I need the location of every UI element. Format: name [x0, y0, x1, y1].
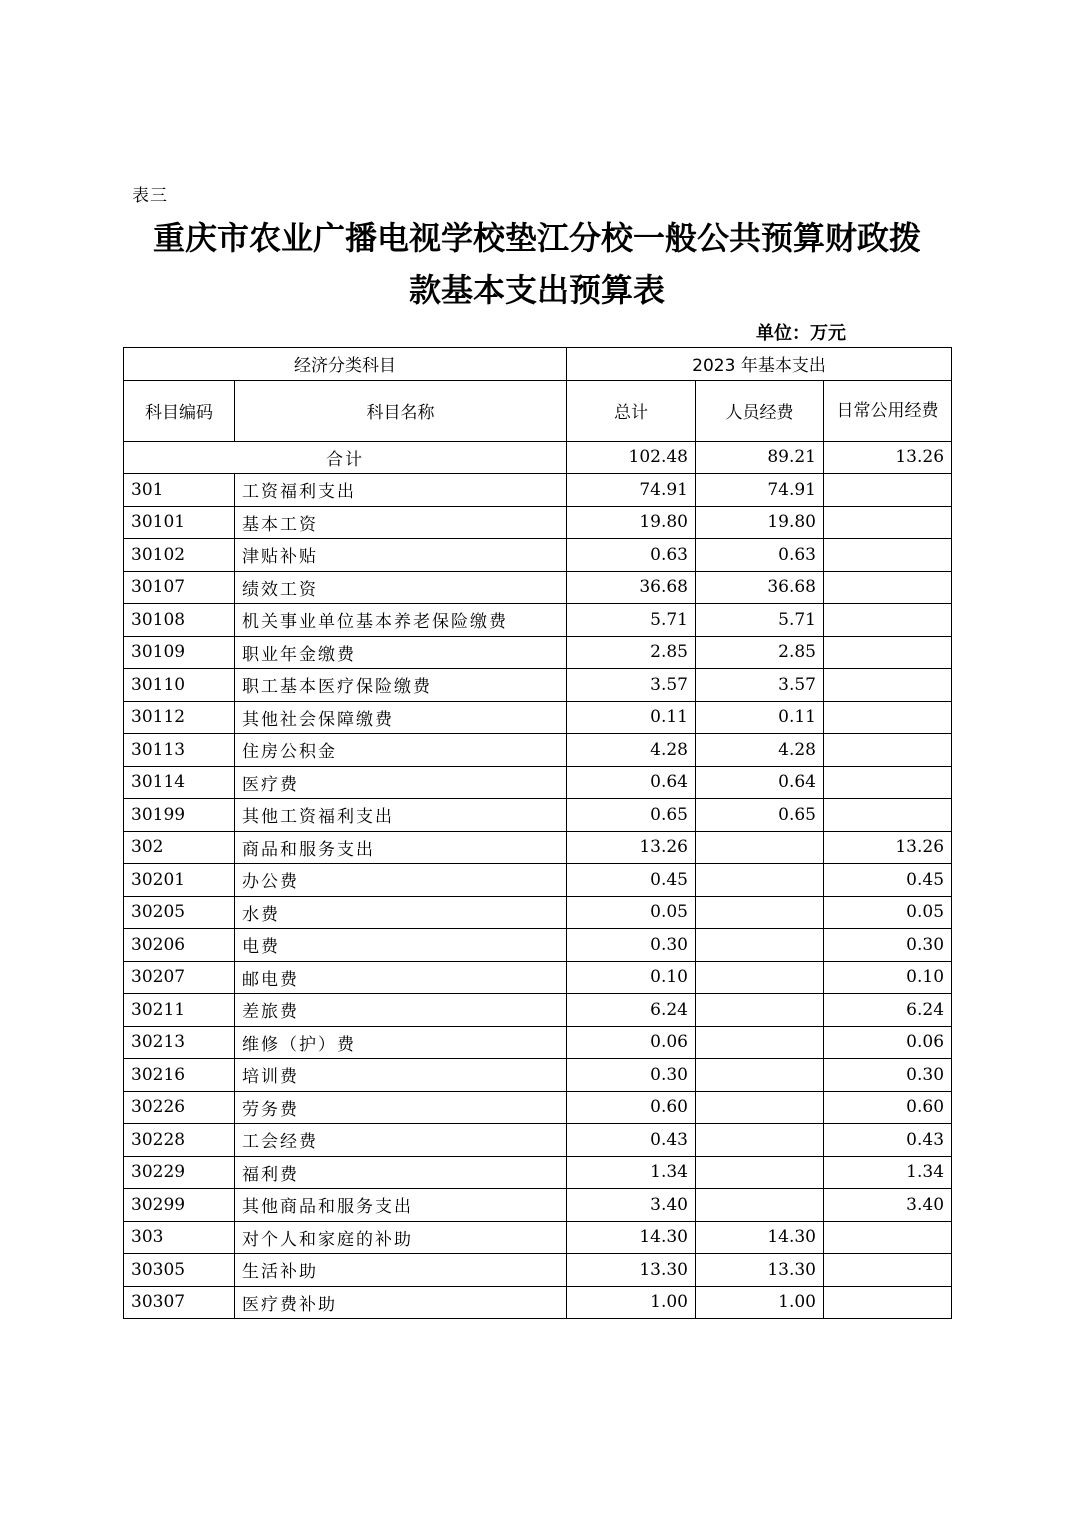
row-name: 工资福利支出	[235, 474, 567, 507]
row-code: 30229	[124, 1156, 235, 1189]
row-public	[824, 1221, 952, 1254]
row-name: 劳务费	[235, 1091, 567, 1124]
row-name: 商品和服务支出	[235, 831, 567, 864]
row-code: 30307	[124, 1286, 235, 1319]
row-code: 30206	[124, 929, 235, 962]
row-name: 基本工资	[235, 506, 567, 539]
row-personnel: 13.30	[696, 1254, 824, 1287]
row-name: 职工基本医疗保险缴费	[235, 669, 567, 702]
header-total: 总计	[567, 380, 696, 441]
row-name: 办公费	[235, 864, 567, 897]
row-total: 5.71	[567, 604, 696, 637]
row-total: 3.57	[567, 669, 696, 702]
row-public: 6.24	[824, 994, 952, 1027]
row-name: 邮电费	[235, 961, 567, 994]
row-public: 0.05	[824, 896, 952, 929]
row-name: 其他工资福利支出	[235, 799, 567, 832]
row-personnel: 1.00	[696, 1286, 824, 1319]
budget-table-body	[124, 348, 952, 1319]
row-personnel	[696, 1124, 824, 1157]
row-total: 1.34	[567, 1156, 696, 1189]
table-row	[124, 766, 952, 799]
row-personnel	[696, 1059, 824, 1092]
row-public	[824, 1286, 952, 1319]
row-total: 0.43	[567, 1124, 696, 1157]
row-name: 对个人和家庭的补助	[235, 1221, 567, 1254]
row-total: 0.10	[567, 961, 696, 994]
row-public	[824, 669, 952, 702]
row-personnel: 0.11	[696, 701, 824, 734]
row-personnel: 74.91	[696, 474, 824, 507]
table-row	[124, 1059, 952, 1092]
row-code: 30199	[124, 799, 235, 832]
table-row	[124, 1091, 952, 1124]
row-code: 30228	[124, 1124, 235, 1157]
row-name: 职业年金缴费	[235, 636, 567, 669]
table-row	[124, 1189, 952, 1222]
row-code: 30112	[124, 701, 235, 734]
title-line-2: 款基本支出预算表	[408, 271, 665, 309]
row-personnel	[696, 831, 824, 864]
row-total: 14.30	[567, 1221, 696, 1254]
row-personnel	[696, 864, 824, 897]
row-total: 0.60	[567, 1091, 696, 1124]
total-row	[124, 441, 952, 474]
row-public	[824, 799, 952, 832]
row-name: 电费	[235, 929, 567, 962]
row-public: 1.34	[824, 1156, 952, 1189]
row-code: 30205	[124, 896, 235, 929]
row-total: 0.45	[567, 864, 696, 897]
table-row	[124, 799, 952, 832]
table-row	[124, 929, 952, 962]
header-row-2	[124, 380, 952, 441]
row-personnel: 0.64	[696, 766, 824, 799]
table-row	[124, 474, 952, 507]
row-personnel	[696, 1091, 824, 1124]
total-row-personnel: 89.21	[696, 441, 824, 474]
table-row	[124, 604, 952, 637]
row-name: 工会经费	[235, 1124, 567, 1157]
row-code: 30107	[124, 571, 235, 604]
row-total: 4.28	[567, 734, 696, 767]
row-personnel: 14.30	[696, 1221, 824, 1254]
table-row	[124, 1124, 952, 1157]
table-row	[124, 539, 952, 572]
row-name: 其他商品和服务支出	[235, 1189, 567, 1222]
row-public	[824, 636, 952, 669]
row-personnel: 4.28	[696, 734, 824, 767]
table-row	[124, 1156, 952, 1189]
header-personnel: 人员经费	[696, 380, 824, 441]
row-public: 13.26	[824, 831, 952, 864]
row-personnel: 19.80	[696, 506, 824, 539]
table-row	[124, 669, 952, 702]
table-row	[124, 994, 952, 1027]
row-name: 差旅费	[235, 994, 567, 1027]
row-code: 30109	[124, 636, 235, 669]
total-row-total: 102.48	[567, 441, 696, 474]
table-row	[124, 1286, 952, 1319]
row-personnel	[696, 994, 824, 1027]
row-name: 其他社会保障缴费	[235, 701, 567, 734]
row-total: 0.65	[567, 799, 696, 832]
table-row	[124, 896, 952, 929]
row-code: 30226	[124, 1091, 235, 1124]
row-public: 0.43	[824, 1124, 952, 1157]
row-total: 0.30	[567, 1059, 696, 1092]
unit-label: 单位：万元	[756, 323, 846, 344]
title-line-1: 重庆市农业广播电视学校垫江分校一般公共预算财政拨	[152, 219, 921, 257]
header-public: 日常公用经费	[824, 380, 952, 441]
row-name: 医疗费补助	[235, 1286, 567, 1319]
row-public: 0.45	[824, 864, 952, 897]
header-row-1	[124, 348, 952, 381]
row-code: 30102	[124, 539, 235, 572]
budget-table	[123, 347, 952, 1319]
row-code: 30305	[124, 1254, 235, 1287]
row-total: 6.24	[567, 994, 696, 1027]
header-name: 科目名称	[235, 380, 567, 441]
row-total: 13.30	[567, 1254, 696, 1287]
row-name: 福利费	[235, 1156, 567, 1189]
row-total: 0.11	[567, 701, 696, 734]
header-budget-2023: 2023 年基本支出	[567, 348, 952, 381]
total-row-label: 合计	[124, 441, 567, 474]
row-name: 水费	[235, 896, 567, 929]
row-code: 301	[124, 474, 235, 507]
row-name: 住房公积金	[235, 734, 567, 767]
row-personnel	[696, 896, 824, 929]
row-code: 302	[124, 831, 235, 864]
row-code: 30113	[124, 734, 235, 767]
row-public	[824, 539, 952, 572]
row-code: 30299	[124, 1189, 235, 1222]
row-name: 机关事业单位基本养老保险缴费	[235, 604, 567, 637]
row-code: 303	[124, 1221, 235, 1254]
row-personnel: 0.65	[696, 799, 824, 832]
row-name: 培训费	[235, 1059, 567, 1092]
table-row	[124, 636, 952, 669]
row-public: 0.06	[824, 1026, 952, 1059]
row-code: 30101	[124, 506, 235, 539]
table-row	[124, 506, 952, 539]
row-public	[824, 734, 952, 767]
row-personnel	[696, 961, 824, 994]
row-code: 30207	[124, 961, 235, 994]
row-total: 0.05	[567, 896, 696, 929]
row-code: 30108	[124, 604, 235, 637]
row-public: 0.60	[824, 1091, 952, 1124]
table-row	[124, 701, 952, 734]
row-public: 0.10	[824, 961, 952, 994]
row-total: 36.68	[567, 571, 696, 604]
document-title	[0, 212, 1074, 316]
row-name: 生活补助	[235, 1254, 567, 1287]
row-personnel	[696, 1156, 824, 1189]
row-name: 津贴补贴	[235, 539, 567, 572]
row-public	[824, 474, 952, 507]
row-total: 2.85	[567, 636, 696, 669]
row-public	[824, 571, 952, 604]
row-public: 0.30	[824, 929, 952, 962]
row-name: 医疗费	[235, 766, 567, 799]
row-personnel	[696, 1189, 824, 1222]
row-total: 3.40	[567, 1189, 696, 1222]
table-row	[124, 1254, 952, 1287]
row-code: 30110	[124, 669, 235, 702]
row-public: 0.30	[824, 1059, 952, 1092]
row-total: 1.00	[567, 1286, 696, 1319]
row-total: 19.80	[567, 506, 696, 539]
header-code: 科目编码	[124, 380, 235, 441]
row-public	[824, 766, 952, 799]
table-row	[124, 831, 952, 864]
row-public: 3.40	[824, 1189, 952, 1222]
row-total: 0.06	[567, 1026, 696, 1059]
table-row	[124, 1221, 952, 1254]
row-public	[824, 1254, 952, 1287]
row-total: 13.26	[567, 831, 696, 864]
row-public	[824, 701, 952, 734]
row-personnel: 0.63	[696, 539, 824, 572]
row-code: 30211	[124, 994, 235, 1027]
row-personnel: 3.57	[696, 669, 824, 702]
row-name: 绩效工资	[235, 571, 567, 604]
row-total: 0.30	[567, 929, 696, 962]
table-label: 表三	[132, 186, 168, 206]
row-name: 维修（护）费	[235, 1026, 567, 1059]
table-row	[124, 734, 952, 767]
row-code: 30213	[124, 1026, 235, 1059]
header-econ-category: 经济分类科目	[124, 348, 567, 381]
row-personnel: 36.68	[696, 571, 824, 604]
table-row	[124, 864, 952, 897]
row-total: 74.91	[567, 474, 696, 507]
total-row-public: 13.26	[824, 441, 952, 474]
row-personnel	[696, 929, 824, 962]
table-row	[124, 961, 952, 994]
table-row	[124, 571, 952, 604]
row-code: 30114	[124, 766, 235, 799]
row-personnel: 5.71	[696, 604, 824, 637]
row-public	[824, 604, 952, 637]
row-code: 30216	[124, 1059, 235, 1092]
row-personnel	[696, 1026, 824, 1059]
row-public	[824, 506, 952, 539]
row-code: 30201	[124, 864, 235, 897]
table-row	[124, 1026, 952, 1059]
row-personnel: 2.85	[696, 636, 824, 669]
row-total: 0.63	[567, 539, 696, 572]
row-total: 0.64	[567, 766, 696, 799]
